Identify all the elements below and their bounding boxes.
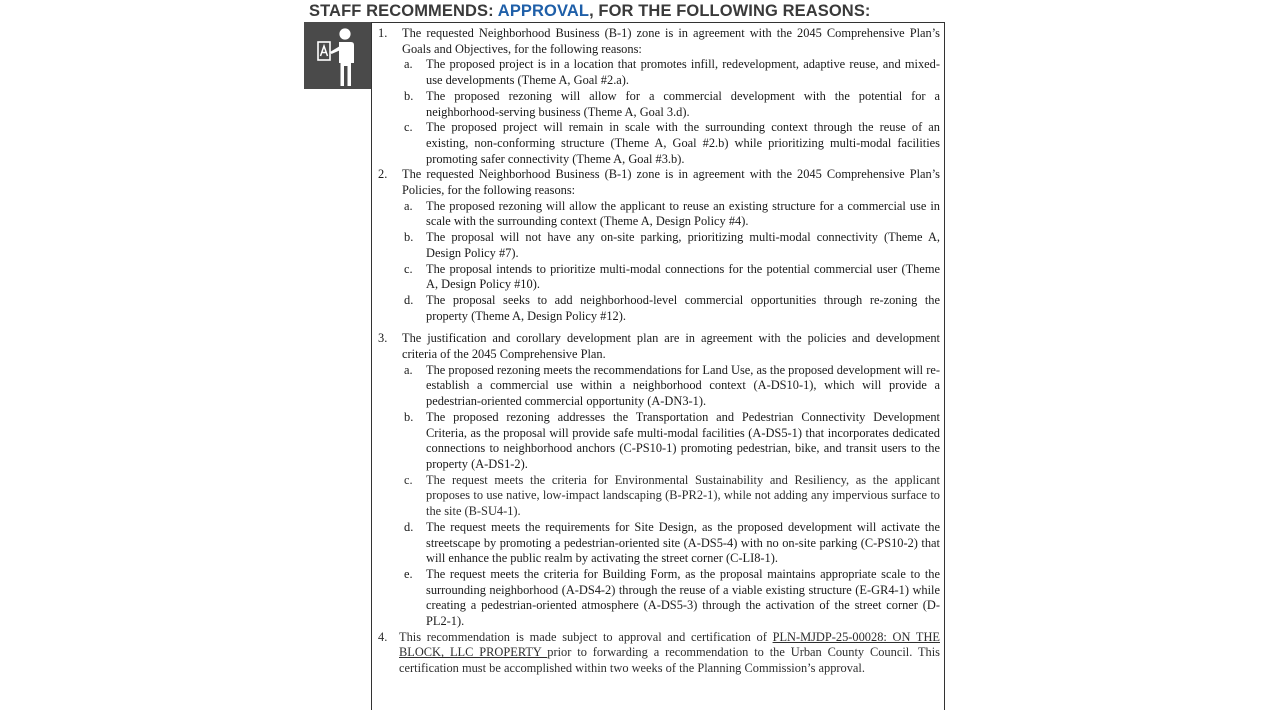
frame-top-border (371, 22, 945, 23)
plan-reference-link[interactable]: PLN-MJDP-25-00028: ON THE BLOCK, LLC PROPERTY (399, 629, 940, 660)
reason-number: 2. (378, 167, 388, 182)
reason-4-before: This recommendation is made subject to approval and certification of (399, 629, 773, 644)
reasons-list (378, 26, 940, 677)
reason-2-sub-b (378, 230, 940, 261)
reason-2-sub-c (378, 262, 940, 293)
sub-letter: b. (404, 88, 414, 103)
heading-prefix: STAFF RECOMMENDS: (309, 2, 498, 20)
sub-text: The proposed rezoning will allow for a commercial development with the potential for a neighborhood-serving business (Theme A, Goal 3.d). (426, 88, 940, 119)
sub-letter: a. (404, 57, 413, 72)
reason-3-sub-e (378, 567, 940, 630)
sub-letter: a. (404, 362, 413, 377)
sub-text: The proposed rezoning will allow the applicant to reuse an existing structure for a commercial use in scale with the surrounding context (Theme A, Design Policy #4). (426, 198, 940, 229)
reason-3-sub-a (378, 363, 940, 410)
sub-letter: b. (404, 230, 414, 245)
heading-approval: APPROVAL (497, 2, 590, 20)
reason-4-after: prior to forwarding a recommendation to the Urban County Council. This certification must be accomplished within two weeks of the Planning Commission’s approval. (399, 645, 940, 676)
sub-text: The request meets the criteria for Environmental Sustainability and Resiliency, as the applicant proposes to use native, low-impact landscaping (B-PR2-1), while not adding any impervious surface to the site (B-SU4-1). (426, 472, 940, 519)
reason-1 (378, 26, 940, 57)
frame-right-border (944, 22, 945, 710)
reason-1-sub-b (378, 89, 940, 120)
reason-number: 4. (378, 629, 388, 644)
reason-2-sub-d (378, 293, 940, 324)
reason-text: The requested Neighborhood Business (B-1) zone is in agreement with the 2045 Comprehensive Plan’s Policies, for the following reasons: (402, 167, 940, 198)
reason-2-sub-a (378, 199, 940, 230)
reason-number: 1. (378, 26, 388, 40)
sub-letter: d. (404, 292, 414, 307)
heading-suffix: , FOR THE FOLLOWING REASONS: (589, 2, 871, 20)
sub-letter: c. (404, 261, 413, 276)
sub-letter: e. (404, 566, 413, 581)
reason-2 (378, 167, 940, 198)
reason-text: The requested Neighborhood Business (B-1) zone is in agreement with the 2045 Comprehensive Plan’s Goals and Objectives, for the following reasons: (402, 26, 940, 56)
reason-3-sub-b (378, 410, 940, 473)
sub-letter: b. (404, 409, 414, 424)
frame-left-border (371, 22, 372, 710)
sub-letter: a. (404, 198, 413, 213)
reason-3-sub-c (378, 473, 940, 520)
sub-text: The request meets the requirements for Site Design, as the proposed development will activate the streetscape by promoting a pedestrian-oriented site (A-DS5-4) with no on-site parking (C-PS10-2) that will enhance the public realm by activating the street corner (C-LI8-1). (426, 519, 940, 566)
reason-number: 3. (378, 331, 388, 346)
reason-text: The justification and corollary development plan are in agreement with the policies and development criteria of the 2045 Comprehensive Plan. (402, 331, 940, 362)
reason-3 (378, 331, 940, 362)
person-presenting-icon (304, 22, 371, 89)
sub-text: The proposal seeks to add neighborhood-level commercial opportunities through re-zoning the property (Theme A, Design Policy #12). (426, 292, 940, 323)
reason-1-sub-c (378, 120, 940, 167)
sub-letter: c. (404, 472, 413, 487)
reason-4 (378, 630, 940, 677)
sub-text: The proposal intends to prioritize multi-modal connections for the potential commercial user (Theme A, Design Policy #10). (426, 261, 940, 292)
page-heading (309, 0, 871, 22)
sub-text: The proposed project will remain in scale with the surrounding context through the reuse of an existing, non-conforming structure (Theme A, Goal #2.b) while prioritizing multi-modal facilities promoting safer connectivity (Theme A, Goal #3.b). (426, 120, 940, 166)
sub-letter: c. (404, 120, 413, 135)
sub-text: The proposed rezoning meets the recommendations for Land Use, as the proposed development will re-establish a commercial use within a neighborhood context (A-DS10-1), which will provide a pedestrian-oriented commercial opportunity (A-DN3-1). (426, 362, 940, 409)
reason-1-sub-a (378, 57, 940, 88)
sub-text: The proposal will not have any on-site parking, prioritizing multi-modal connectivity (Theme A, Design Policy #7). (426, 230, 940, 260)
reason-3-sub-d (378, 520, 940, 567)
sub-text: The proposed project is in a location that promotes infill, redevelopment, adaptive reuse, and mixed-use developments (Theme A, Goal #2.a). (426, 57, 940, 88)
person-presenting-icon-svg (304, 22, 371, 89)
sub-text: The request meets the criteria for Building Form, as the proposal maintains appropriate scale to the surrounding neighborhood (A-DS4-2) through the reuse of a viable existing structure (E-GR4-1) while creating a pedestrian-oriented atmosphere (A-DS5-3) through the activation of the street corner (D-PL2-1). (426, 566, 940, 629)
sub-text: The proposed rezoning addresses the Transportation and Pedestrian Connectivity Development Criteria, as the proposal will provide safe multi-modal facilities (A-DS5-1) that incorporates dedicated connections to neighborhood anchors (C-PS10-1) promoting pedestrian, bike, and transit users to the property (A-DS1-2). (426, 409, 940, 471)
sub-letter: d. (404, 519, 414, 534)
